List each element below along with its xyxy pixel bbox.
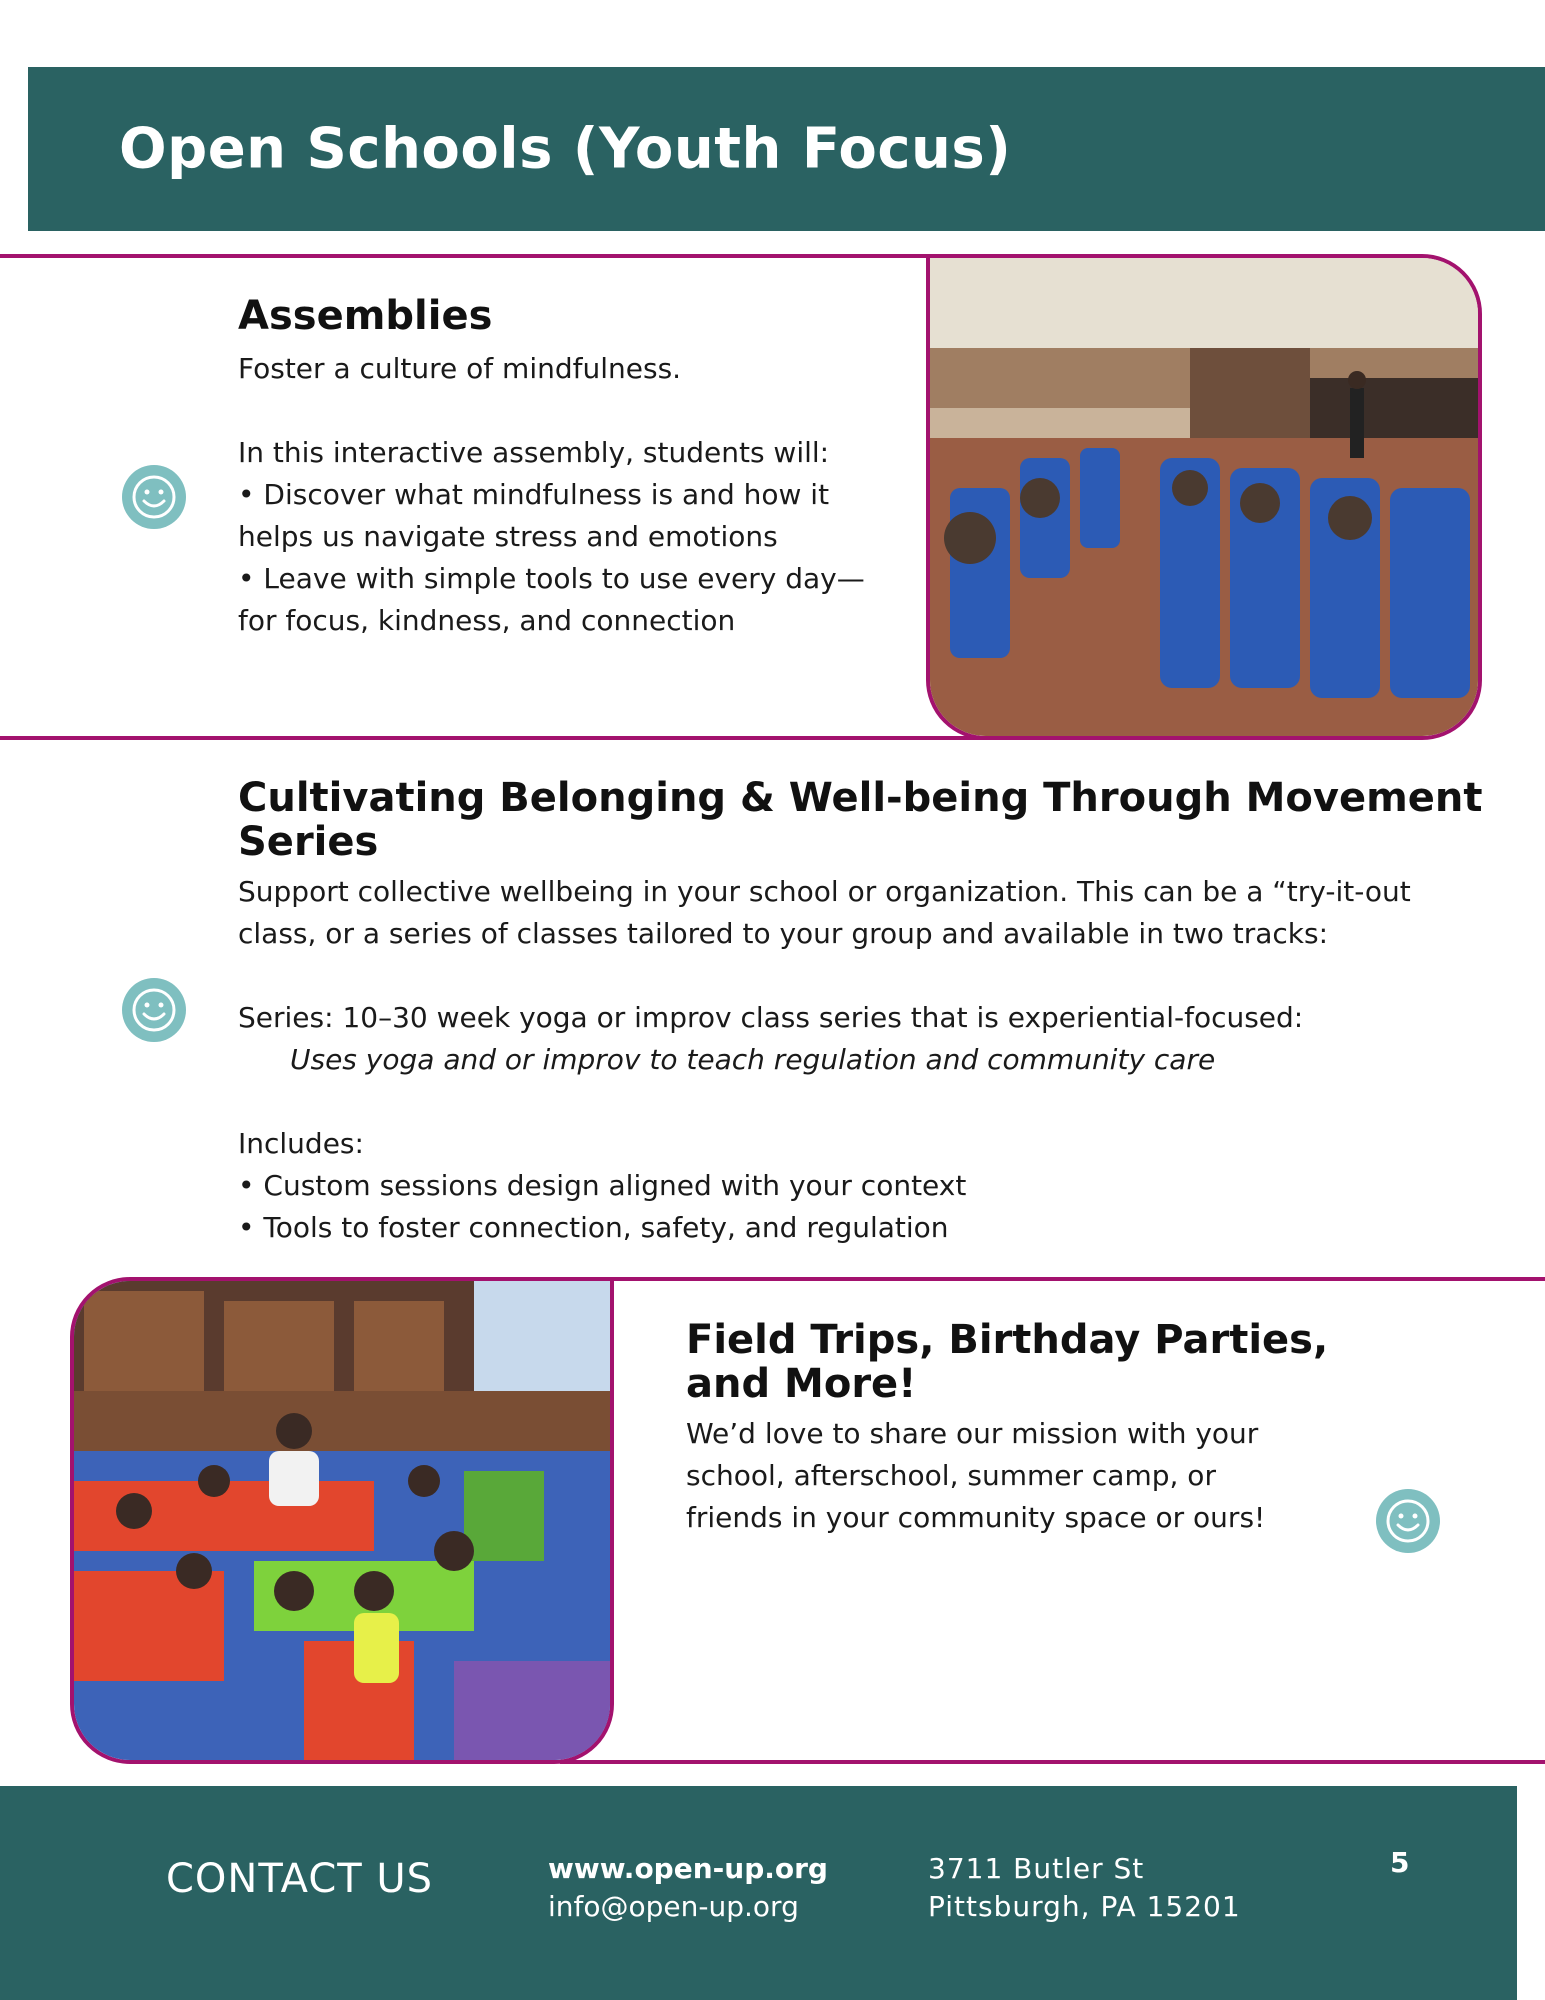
assemblies-tagline: Foster a culture of mindfulness.	[238, 352, 682, 385]
movement-title	[238, 776, 1483, 864]
email-link[interactable]: info@open-up.org	[548, 1890, 799, 1923]
fieldtrips-title	[686, 1318, 1328, 1406]
movement-series: Series: 10–30 week yoga or improv class series that is experiential-focused:	[238, 1001, 1304, 1034]
page-footer	[0, 1786, 1517, 2000]
assemblies-body	[238, 348, 918, 642]
smiley-icon	[122, 465, 186, 529]
fieldtrips-title-line-1: Field Trips, Birthday Parties,	[686, 1317, 1329, 1363]
page-header	[28, 67, 1545, 231]
address-city: Pittsburgh, PA 15201	[928, 1890, 1241, 1923]
assemblies-bullet-1b: helps us navigate stress and emotions	[238, 520, 778, 553]
contact-heading: CONTACT US	[166, 1856, 434, 1902]
assemblies-bullet-2b: for focus, kindness, and connection	[238, 604, 736, 637]
movement-includes-label: Includes:	[238, 1127, 364, 1160]
website-link[interactable]: www.open-up.org	[548, 1852, 828, 1885]
movement-include-2: • Tools to foster connection, safety, and regulation	[238, 1211, 949, 1244]
fieldtrips-title-line-2: and More!	[686, 1361, 917, 1407]
page-title: Open Schools (Youth Focus)	[119, 116, 1012, 182]
movement-desc-1: Support collective wellbeing in your school or organization. This can be a “try-it-out	[238, 875, 1411, 908]
movement-title-line-1: Cultivating Belonging & Well-being Through Movement	[238, 775, 1483, 821]
page-number: 5	[1390, 1846, 1410, 1879]
smiley-icon	[122, 978, 186, 1042]
movement-desc-2: class, or a series of classes tailored to your group and available in two tracks:	[238, 917, 1329, 950]
movement-body	[238, 871, 1518, 1249]
fieldtrips-body	[686, 1413, 1326, 1539]
smiley-icon	[1376, 1489, 1440, 1553]
fieldtrips-line-3: friends in your community space or ours!	[686, 1501, 1266, 1534]
classroom-photo	[70, 1277, 614, 1764]
fieldtrips-line-2: school, afterschool, summer camp, or	[686, 1459, 1216, 1492]
assemblies-title: Assemblies	[238, 293, 493, 339]
movement-series-detail: Uses yoga and or improv to teach regulation and community care	[290, 1043, 1216, 1076]
assemblies-bullet-2a: • Leave with simple tools to use every day—	[238, 562, 865, 595]
movement-title-line-2: Series	[238, 819, 379, 865]
movement-include-1: • Custom sessions design aligned with your context	[238, 1169, 967, 1202]
assemblies-bullet-1a: • Discover what mindfulness is and how it	[238, 478, 830, 511]
divider-top	[0, 254, 1000, 258]
divider-assemblies-bottom	[0, 736, 1000, 740]
assemblies-intro: In this interactive assembly, students will:	[238, 436, 830, 469]
address-street: 3711 Butler St	[928, 1852, 1145, 1885]
divider-fieldtrips-top	[560, 1277, 1545, 1281]
assembly-photo	[926, 254, 1482, 740]
fieldtrips-line-1: We’d love to share our mission with your	[686, 1417, 1259, 1450]
divider-fieldtrips-bottom	[560, 1760, 1545, 1764]
